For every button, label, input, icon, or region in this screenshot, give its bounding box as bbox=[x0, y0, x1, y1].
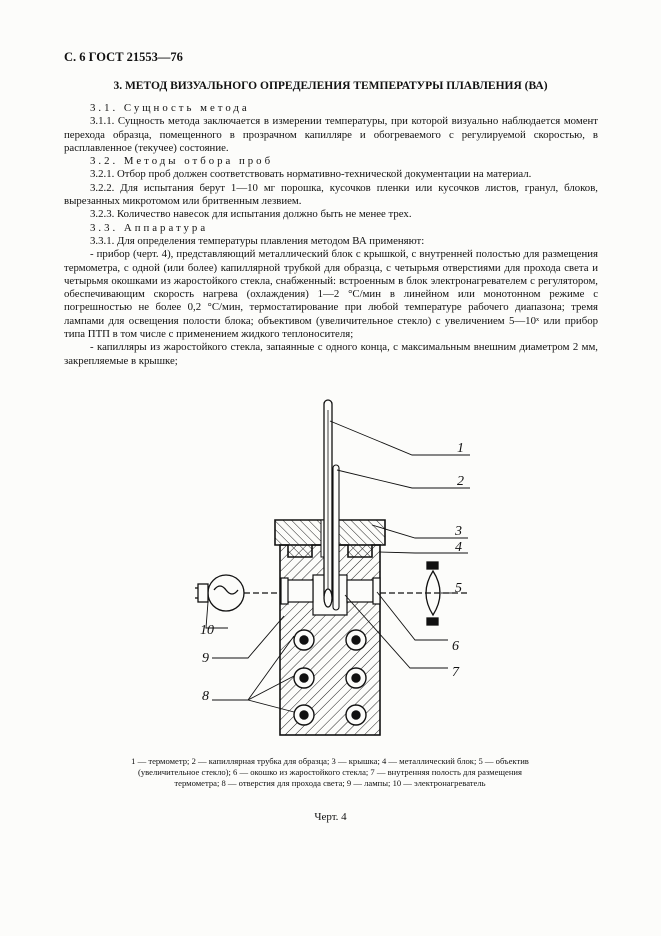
paragraph-capillaries: - капилляры из жаростойкого стекла, запаянные с одного конца, с максимальным внешним диаметром 2 мм, закрепляемые в крышке; bbox=[64, 341, 598, 367]
paragraph-3-1: 3.1. Сущность метода bbox=[90, 102, 250, 114]
paragraph-3-3-1: 3.3.1. Для определения температуры плавления методом ВА применяют: bbox=[90, 234, 425, 247]
label-8: 8 bbox=[202, 689, 209, 704]
figure-caption: 1 — термометр; 2 — капиллярная трубка для образца; 3 — крышка; 4 — металлический блок; 5 — объектив (увеличительное стекло); 6 — окошко из жаростойкого стекла; 7 — внутренняя полость для размещения термометра; 8 — отверстия для прохода света; 9 — лампы; 10 — электронагреватель bbox=[131, 756, 529, 789]
label-3: 3 bbox=[455, 524, 462, 539]
label-7: 7 bbox=[452, 665, 459, 680]
paragraph-3-2-3: 3.2.3. Количество навесок для испытания должно быть не менее трех. bbox=[90, 208, 412, 221]
paragraph-3-2-2: 3.2.2. Для испытания берут 1—10 мг порошка, кусочков пленки или кусочков листов, гранул, блоков, вырезанных микротомом или бритвенным лезвием. bbox=[64, 181, 598, 208]
paragraph-3-3: 3.3. Аппаратура bbox=[90, 221, 209, 234]
label-9: 9 bbox=[202, 651, 209, 666]
thermometer bbox=[324, 400, 332, 607]
label-4: 4 bbox=[455, 540, 462, 555]
page-header: С. 6 ГОСТ 21553—76 bbox=[64, 50, 183, 64]
label-2: 2 bbox=[457, 474, 464, 489]
paragraph-3-2-1: 3.2.1. Отбор проб должен соответствовать нормативно-технической документации на материал. bbox=[90, 168, 532, 181]
capillary-tube bbox=[333, 465, 339, 610]
label-1: 1 bbox=[457, 441, 464, 456]
section-title: 3. МЕТОД ВИЗУАЛЬНОГО ОПРЕДЕЛЕНИЯ ТЕМПЕРАТУРЫ ПЛАВЛЕНИЯ (ВА) bbox=[113, 80, 548, 92]
label-10: 10 bbox=[200, 623, 214, 638]
paragraph-device: - прибор (черт. 4), представляющий металлический блок с крышкой, с внутренней полостью для размещения термометра, с одной (или более) капиллярной трубкой для образца, с четырьмя отверстиями для прохода света и четырьмя окошками из жаростойкого стекла, снабженный: встроенным в блок электронагревателем с регулятором, обеспечивающим скорость нагрева (охлаждения) 1—2 °С/мин в линейном или монотонном режиме с погрешностью не более 0,2 °С/мин, термостатирование при любой температуре рабочего диапазона; тремя лампами для освещения полости блока; объективом (увеличительное стекло) с увеличением 5—10ˣ или прибор типа ПТП в том числе с применением жидкого теплоносителя; bbox=[64, 248, 598, 341]
figure-number: Черт. 4 bbox=[314, 811, 347, 823]
label-6: 6 bbox=[452, 639, 459, 654]
label-5: 5 bbox=[455, 581, 462, 596]
paragraph-3-2: 3.2. Методы отбора проб bbox=[90, 155, 274, 168]
paragraph-3-1-1: 3.1.1. Сущность метода заключается в измерении температуры, при которой визуально наблюдается момент перехода образца, помещенного в прозрачном капилляре и обогреваемого с регулируемой скоростью, в расплавленное (текучее) состояние. bbox=[64, 115, 598, 154]
